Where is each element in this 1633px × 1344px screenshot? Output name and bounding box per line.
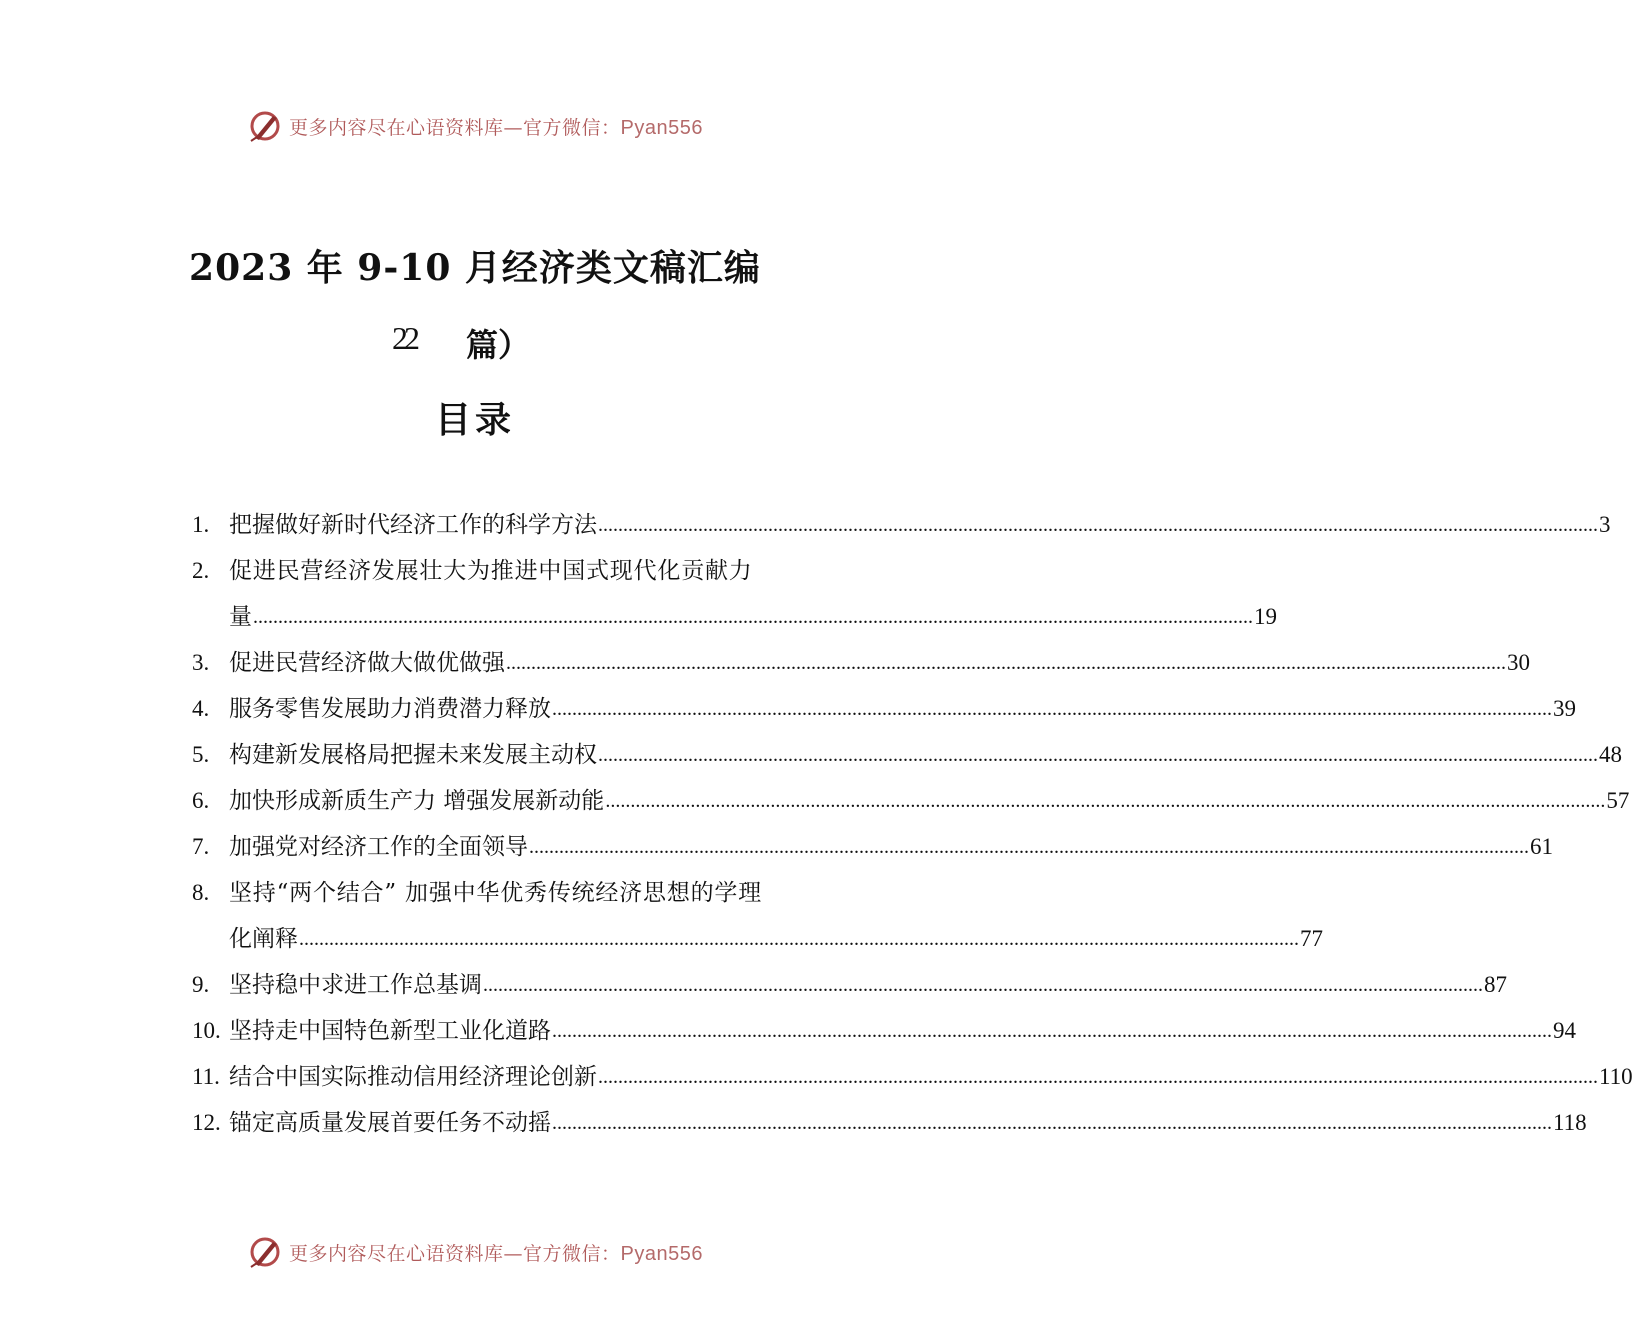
- toc-entry-page: 3: [1599, 512, 1611, 537]
- toc-entry[interactable]: [192, 686, 1576, 732]
- toc-entry-title: 化阐释: [229, 926, 298, 952]
- table-of-contents: [192, 502, 1633, 1146]
- toc-entry-page: 94: [1553, 1018, 1576, 1043]
- toc-entry-title: 促进民营经济做大做优做强: [229, 650, 505, 676]
- toc-entry[interactable]: [192, 778, 1630, 824]
- toc-entry-number: 8.: [192, 880, 210, 905]
- pen-logo-icon: [247, 108, 283, 144]
- subtitle-count: 22: [392, 320, 416, 356]
- toc-entry-page: 118: [1553, 1110, 1587, 1135]
- toc-entry-number: 1.: [192, 512, 210, 537]
- toc-entry-number: 9.: [192, 972, 210, 997]
- toc-entry[interactable]: [192, 502, 1611, 548]
- toc-entry-title: 坚持走中国特色新型工业化道路: [229, 1018, 551, 1044]
- toc-leader-dots: ........................................................................................................................................................................................................: [552, 1112, 1552, 1134]
- document-subtitle: [392, 320, 530, 366]
- toc-leader-dots: ........................................................................................................................................................................................................: [605, 790, 1606, 812]
- toc-entry-title: 量: [229, 604, 252, 630]
- toc-entry[interactable]: [192, 962, 1507, 1008]
- toc-entry-page: 48: [1599, 742, 1622, 767]
- toc-leader-dots: ........................................................................................................................................................................................................: [598, 744, 1598, 766]
- toc-entry-page: 39: [1553, 696, 1576, 721]
- footer-watermark: [0, 1234, 950, 1270]
- toc-leader-dots: ........................................................................................................................................................................................................: [483, 974, 1483, 996]
- toc-entry-number: 10.: [192, 1018, 221, 1043]
- toc-entry[interactable]: [192, 548, 1277, 640]
- toc-entry-page: 87: [1484, 972, 1507, 997]
- toc-leader-dots: ........................................................................................................................................................................................................: [552, 1020, 1552, 1042]
- watermark-label: 更多内容尽在心语资料库—官方微信：: [289, 116, 621, 139]
- toc-entry-page: 77: [1300, 926, 1323, 951]
- watermark-wechat-id: Pyan556: [620, 1242, 703, 1265]
- document-title: 2023 年 9-10 月经济类文稿汇编: [189, 247, 761, 289]
- toc-entry[interactable]: [192, 824, 1553, 870]
- toc-entry-page: 19: [1254, 604, 1277, 629]
- toc-entry-page: 30: [1507, 650, 1530, 675]
- toc-leader-dots: ........................................................................................................................................................................................................: [552, 698, 1552, 720]
- header-watermark: [0, 108, 950, 144]
- toc-entry-number: 2.: [192, 558, 210, 583]
- toc-entry-title: 结合中国实际推动信用经济理论创新: [229, 1064, 597, 1090]
- toc-leader-dots: ........................................................................................................................................................................................................: [299, 928, 1299, 950]
- toc-entry-title: 服务零售发展助力消费潜力释放: [229, 696, 551, 722]
- toc-leader-dots: ........................................................................................................................................................................................................: [253, 606, 1253, 628]
- toc-entry-number: 5.: [192, 742, 210, 767]
- toc-entry-number: 11.: [192, 1064, 220, 1089]
- toc-entry[interactable]: [192, 732, 1622, 778]
- watermark-wechat-id: Pyan556: [620, 116, 703, 139]
- toc-entry-title: 坚持“两个结合” 加强中华优秀传统经济思想的学理: [229, 880, 763, 906]
- toc-entry-title: 把握做好新时代经济工作的科学方法: [229, 512, 597, 538]
- toc-entry-title: 坚持稳中求进工作总基调: [229, 972, 482, 998]
- pen-logo-icon: [247, 1234, 283, 1270]
- toc-entry-number: 3.: [192, 650, 210, 675]
- toc-entry-title: 加快形成新质生产力 增强发展新动能: [229, 788, 605, 814]
- toc-leader-dots: ........................................................................................................................................................................................................: [529, 836, 1529, 858]
- toc-entry-number: 7.: [192, 834, 210, 859]
- toc-entry-title: 锚定高质量发展首要任务不动摇: [229, 1110, 551, 1136]
- toc-leader-dots: ........................................................................................................................................................................................................: [598, 1066, 1598, 1088]
- toc-entry-title: 构建新发展格局把握未来发展主动权: [229, 742, 597, 768]
- toc-entry[interactable]: [192, 1100, 1587, 1146]
- toc-entry-page: 110: [1599, 1064, 1633, 1089]
- subtitle-unit: 篇）: [466, 326, 531, 364]
- toc-entry-number: 6.: [192, 788, 210, 813]
- toc-entry[interactable]: [192, 870, 1323, 962]
- toc-entry-title: 促进民营经济发展壮大为推进中国式现代化贡献力: [229, 558, 753, 584]
- toc-entry[interactable]: [192, 640, 1530, 686]
- toc-entry-page: 57: [1606, 788, 1630, 813]
- toc-leader-dots: ........................................................................................................................................................................................................: [598, 514, 1598, 536]
- toc-entry-number: 4.: [192, 696, 210, 721]
- watermark-text: [289, 113, 703, 140]
- watermark-text: [289, 1239, 703, 1266]
- watermark-label: 更多内容尽在心语资料库—官方微信：: [289, 1242, 621, 1265]
- toc-entry-title: 加强党对经济工作的全面领导: [229, 834, 528, 860]
- toc-entry-number: 12.: [192, 1110, 221, 1135]
- toc-leader-dots: ........................................................................................................................................................................................................: [506, 652, 1506, 674]
- toc-entry[interactable]: [192, 1054, 1633, 1100]
- toc-heading: 目录: [434, 399, 515, 441]
- toc-entry[interactable]: [192, 1008, 1576, 1054]
- toc-entry-page: 61: [1530, 834, 1553, 859]
